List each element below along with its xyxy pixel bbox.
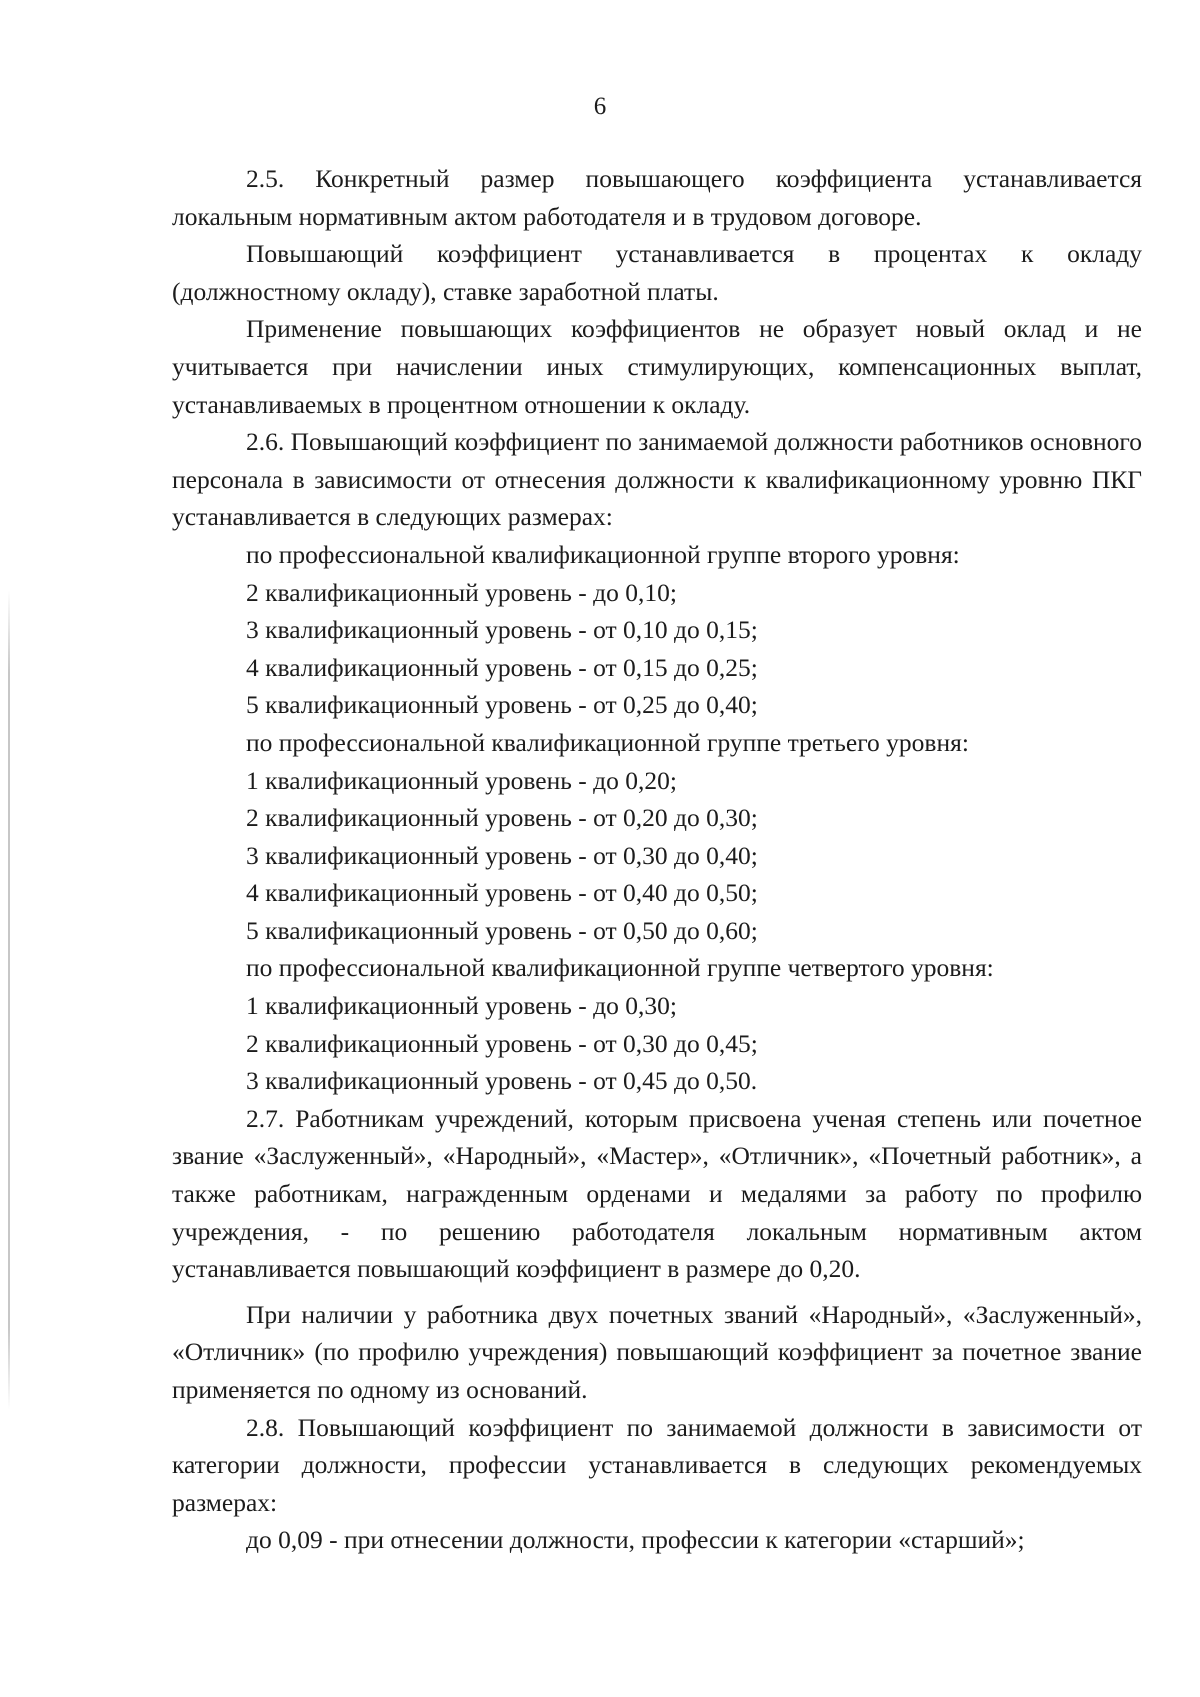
level-item: 1 квалификационный уровень - до 0,30; (246, 991, 677, 1021)
group-heading: по профессиональной квалификационной группе третьего уровня: (246, 727, 969, 757)
level-item: 2 квалификационный уровень - от 0,30 до 0,45; (246, 1028, 758, 1058)
paragraph-senior: до 0,09 - при отнесении должности, профессии к категории «старший»; (246, 1525, 1025, 1555)
group-heading: по профессиональной квалификационной группе второго уровня: (246, 539, 960, 569)
document-body (172, 160, 1142, 1559)
level-item: 2 квалификационный уровень - от 0,20 до 0,30; (246, 803, 758, 833)
paragraph-2-6: 2.6. Повышающий коэффициент по занимаемой должности работников основного персонала в зависимости от отнесения должности к квалификационному уровню ПКГ устанавливается в следующих размерах: (172, 427, 1143, 532)
group-second-level (172, 536, 1142, 724)
group-heading: по профессиональной квалификационной группе четвертого уровня: (246, 953, 994, 983)
level-item: 3 квалификационный уровень - от 0,30 до 0,40; (246, 840, 758, 870)
level-item: 3 квалификационный уровень - от 0,10 до 0,15; (246, 615, 758, 645)
group-third-level (172, 724, 1142, 950)
paragraph-application: Применение повышающих коэффициентов не образует новый оклад и не учитывается при начислении иных стимулирующих, компенсационных выплат, устанавливаемых в процентном отношении к окладу. (172, 314, 1142, 419)
level-item: 4 квалификационный уровень - от 0,40 до 0,50; (246, 878, 758, 908)
page-number: 6 (593, 93, 607, 120)
level-item: 5 квалификационный уровень - от 0,50 до 0,60; (246, 915, 758, 945)
group-fourth-level (172, 949, 1142, 1099)
level-item: 1 квалификационный уровень - до 0,20; (246, 765, 677, 795)
paragraph-2-5: 2.5. Конкретный размер повышающего коэффициента устанавливается локальным нормативным актом работодателя и в трудовом договоре. (172, 164, 1142, 231)
paragraph-2-7: 2.7. Работникам учреждений, которым присвоена ученая степень или почетное звание «Заслуженный», «Народный», «Мастер», «Отличник», «Почетный работник», а также работникам, награжденным орденами и медалями за работу по профилю учреждения, - по решению работодателя локальным нормативным актом устанавливается повышающий коэффициент в размере до 0,20. (172, 1103, 1142, 1284)
paragraph-two-titles: При наличии у работника двух почетных званий «Народный», «Заслуженный», «Отличник» (по профилю учреждения) повышающий коэффициент за почетное звание применяется по одному из оснований. (172, 1299, 1142, 1404)
scan-edge-shadow (8, 590, 10, 1410)
level-item: 4 квалификационный уровень - от 0,15 до 0,25; (246, 652, 758, 682)
level-item: 2 квалификационный уровень - до 0,10; (246, 577, 677, 607)
paragraph-2-8: 2.8. Повышающий коэффициент по занимаемой должности в зависимости от категории должности, профессии устанавливается в следующих рекомендуемых размерах: (172, 1412, 1142, 1517)
level-item: 3 квалификационный уровень - от 0,45 до 0,50. (246, 1066, 758, 1096)
paragraph-percent: Повышающий коэффициент устанавливается в процентах к окладу (должностному окладу), ставке заработной платы. (172, 239, 1142, 306)
level-item: 5 квалификационный уровень - от 0,25 до 0,40; (246, 690, 758, 720)
